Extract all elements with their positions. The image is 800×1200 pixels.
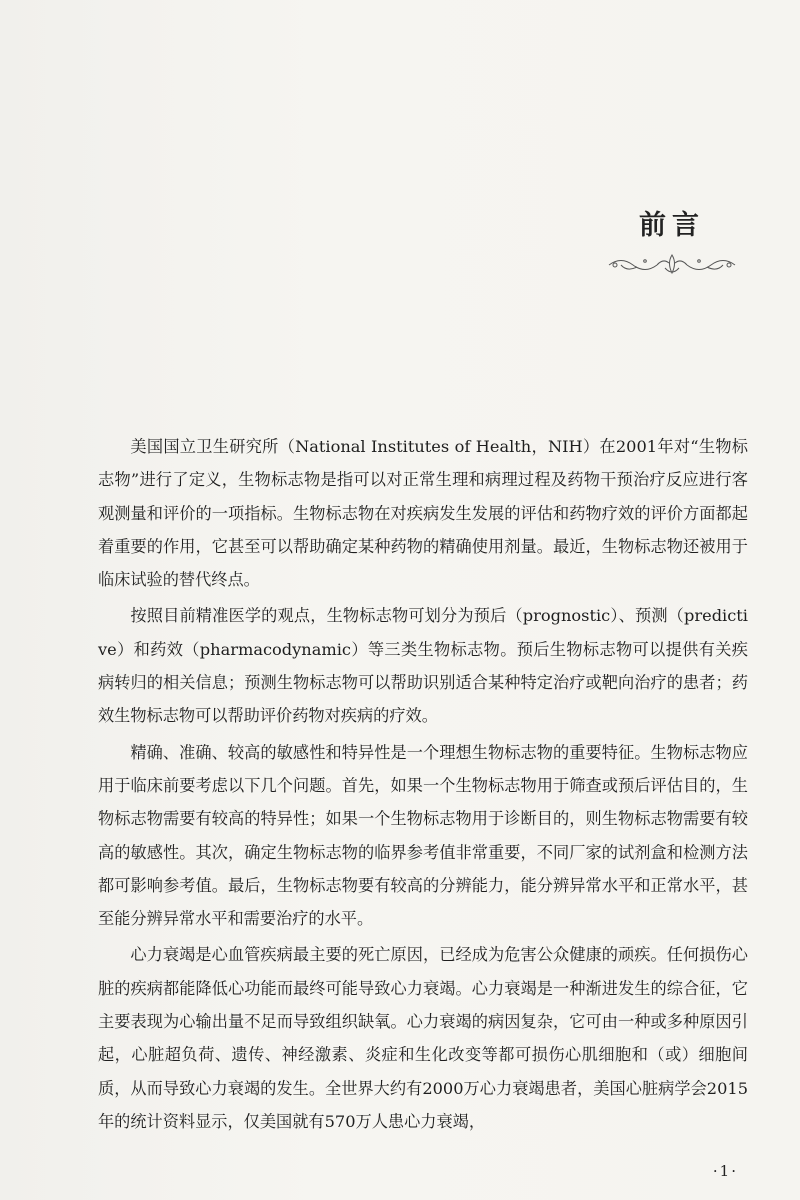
- chapter-header: [602, 208, 742, 278]
- paragraph-4: 心力衰竭是心血管疾病最主要的死亡原因，已经成为危害公众健康的顽疾。任何损伤心脏的疾病都能降低心功能而最终可能导致心力衰竭。心力衰竭是一种渐进发生的综合征，它主要表现为心输出量不足而导致组织缺氧。心力衰竭的病因复杂，它可由一种或多种原因引起，心脏超负荷、遗传、神经激素、炎症和生化改变等都可损伤心肌细胞和（或）细胞间质，从而导致心力衰竭的发生。全世界大约有2000万心力衰竭患者，美国心脏病学会2015年的统计资料显示，仅美国就有570万人患心力衰竭，: [98, 945, 748, 1131]
- paragraph-3: 精确、准确、较高的敏感性和特异性是一个理想生物标志物的重要特征。生物标志物应用于临床前要考虑以下几个问题。首先，如果一个生物标志物用于筛查或预后评估目的，生物标志物需要有较高的特异性；如果一个生物标志物用于诊断目的，则生物标志物需要有较高的敏感性。其次，确定生物标志物的临界参考值非常重要，不同厂家的试剂盒和检测方法都可影响参考值。最后，生物标志物要有较高的分辨能力，能分辨异常水平和正常水平，甚至能分辨异常水平和需要治疗的水平。: [98, 742, 748, 929]
- preface-body: [98, 430, 748, 1141]
- chapter-title: 前言: [639, 210, 705, 241]
- page-number: ·1·: [712, 1162, 738, 1180]
- paragraph-2: 按照目前精准医学的观点，生物标志物可划分为预后（prognostic）、预测（predictive）和药效（pharmacodynamic）等三类生物标志物。预后生物标志物可以提供有关疾病转归的相关信息；预测生物标志物可以帮助识别适合某种特定治疗或靶向治疗的患者；药效生物标志物可以帮助评价药物对疾病的疗效。: [98, 606, 748, 726]
- flourish-ornament-icon: [607, 252, 737, 278]
- paragraph-1: 美国国立卫生研究所（National Institutes of Health，NIH）在2001年对“生物标志物”进行了定义，生物标志物是指可以对正常生理和病理过程及药物干预治疗反应进行客观测量和评价的一项指标。生物标志物在对疾病发生发展的评估和药物疗效的评价方面都起着重要的作用，它甚至可以帮助确定某种药物的精确使用剂量。最近，生物标志物还被用于临床试验的替代终点。: [98, 437, 748, 590]
